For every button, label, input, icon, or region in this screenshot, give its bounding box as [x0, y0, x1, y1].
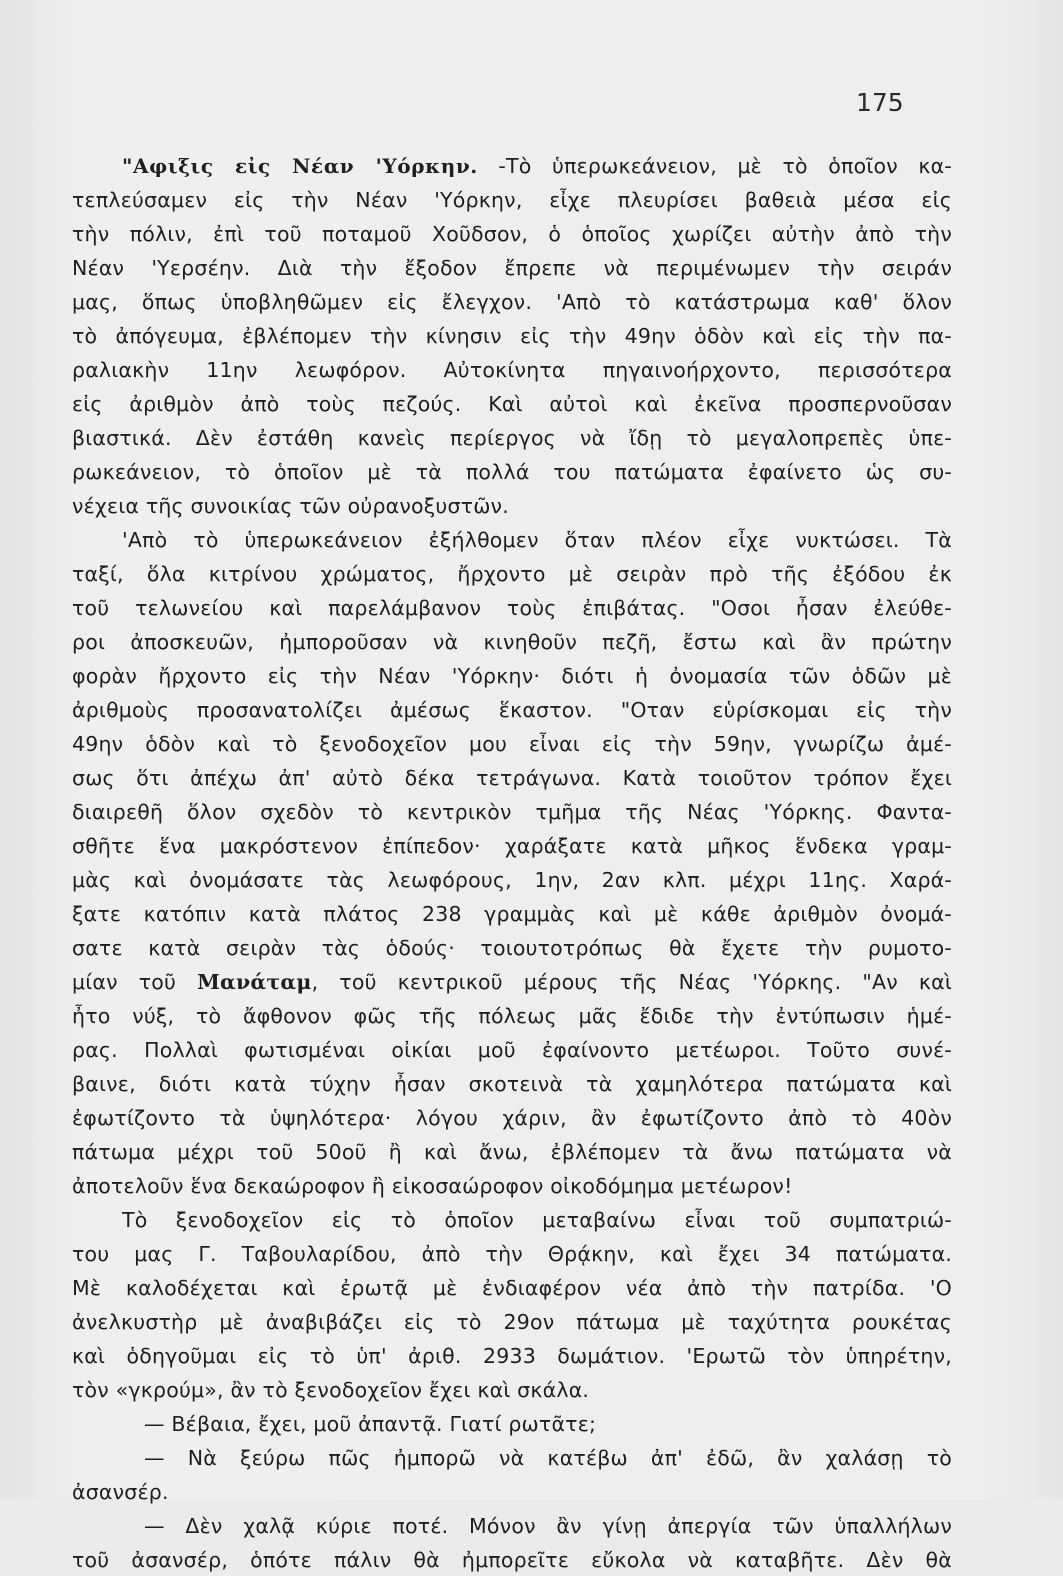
text-line: μίαν τοῦ Μανάταμ, τοῦ κεντρικοῦ μέρους τῆς Νέας 'Υόρκης. "Αν καὶ — [72, 970, 952, 994]
text-line: ἀριθμοὺς προσανατολίζει ἀμέσως ἕκαστον. "Οταν εὑρίσκομαι εἰς τὴν — [72, 698, 952, 722]
text-line: καὶ ὁδηγοῦμαι εἰς τὸ ὑπ' ἀριθ. 2933 δωμάτιον. 'Ερωτῶ τὸν ὑπηρέτην, — [72, 1344, 952, 1368]
text-line: ραλιακὴν 11ην λεωφόρον. Αὐτοκίνητα πηγαινοήρχοντο, περισσότερα — [72, 358, 952, 382]
text-line: 49ην ὁδὸν καὶ τὸ ξενοδοχεῖον μου εἶναι εἰς τὴν 59ην, γνωρίζω ἀμέ- — [72, 732, 952, 756]
text-line: διαιρεθῆ ὅλον σχεδὸν τὸ κεντρικὸν τμῆμα τῆς Νέας 'Υόρκης. Φαντα- — [72, 800, 952, 824]
text-line: ρωκεάνειον, τὸ ὁποῖον μὲ τὰ πολλά του πατώματα ἐφαίνετο ὡς συ- — [72, 460, 952, 484]
page-number: 175 — [856, 88, 904, 117]
text-line: πάτωμα μέχρι τοῦ 50οῦ ἢ καὶ ἄνω, ἐβλέπομεν τὰ ἄνω πατώματα νὰ — [72, 1140, 952, 1164]
text-line: "Αφιξις εἰς Νέαν 'Υόρκην. -Τὸ ὑπερωκεάνειον, μὲ τὸ ὁποῖον κα- — [122, 154, 952, 178]
text-line: ξατε κατόπιν κατὰ πλάτος 238 γραμμὰς καὶ μὲ κάθε ἀριθμὸν ὀνομά- — [72, 902, 952, 926]
text-line: τοῦ τελωνείου καὶ παρελάμβανον τοὺς ἐπιβάτας. "Οσοι ἦσαν ἐλεύθε- — [72, 596, 952, 620]
text-line: ἀσανσέρ. — [72, 1480, 169, 1504]
text-line: 'Απὸ τὸ ὑπερωκεάνειον ἐξήλθομεν ὅταν πλέον εἶχε νυκτώσει. Τὰ — [122, 528, 952, 552]
text-line: Μὲ καλοδέχεται καὶ ἐρωτᾷ μὲ ἐνδιαφέρον νέα ἀπὸ τὴν πατρίδα. 'Ο — [72, 1276, 952, 1300]
text-line: φορὰν ἤρχοντο εἰς τὴν Νέαν 'Υόρκην· διότι ἡ ὀνομασία τῶν ὁδῶν μὲ — [72, 664, 952, 688]
dialog-line: — Δὲν χαλᾷ κύριε ποτέ. Μόνον ἂν γίνῃ ἀπεργία τῶν ὑπαλλήλων — [144, 1514, 952, 1538]
text-line: Τὸ ξενοδοχεῖον εἰς τὸ ὁποῖον μεταβαίνω εἶναι τοῦ συμπατριώ- — [122, 1208, 952, 1232]
dialog-line: — Νὰ ξεύρω πῶς ἠμπορῶ νὰ κατέβω ἀπ' ἐδῶ, ἂν χαλάσῃ τὸ — [144, 1446, 952, 1470]
text-line: βαινε, διότι κατὰ τύχην ἦσαν σκοτεινὰ τὰ χαμηλότερα πατώματα καὶ — [72, 1072, 952, 1096]
text-line: ἐφωτίζοντο τὰ ὑψηλότερα· λόγου χάριν, ἂν ἐφωτίζοντο ἀπὸ τὸ 40ὸν — [72, 1106, 952, 1130]
text-line: τὴν πόλιν, ἐπὶ τοῦ ποταμοῦ Χοῦδσον, ὁ ὁποῖος χωρίζει αὐτὴν ἀπὸ τὴν — [72, 222, 952, 246]
text-line: ἀποτελοῦν ἕνα δεκαώροφον ἢ εἰκοσαώροφον οἰκοδόμημα μετέωρον! — [72, 1174, 793, 1198]
text-line: τὸ ἀπόγευμα, ἐβλέπομεν τὴν κίνησιν εἰς τὴν 49ην ὁδὸν καὶ εἰς τὴν πα- — [72, 324, 952, 348]
text-line: Νέαν 'Υερσέην. Διὰ τὴν ἔξοδον ἔπρεπε νὰ περιμένωμεν τὴν σειράν — [72, 256, 952, 280]
text-line: τὸν «γκρούμ», ἂν τὸ ξενοδοχεῖον ἔχει καὶ σκάλα. — [72, 1378, 590, 1402]
text-line: του μας Γ. Ταβουλαρίδου, ἀπὸ τὴν Θρᾴκην, καὶ ἔχει 34 πατώματα. — [72, 1242, 952, 1266]
bold-place-name: Μανάταμ — [197, 970, 312, 994]
text-line: ἦτο νύξ, τὸ ἄφθονον φῶς τῆς πόλεως μᾶς ἔδιδε τὴν ἐντύπωσιν ἡμέ- — [72, 1004, 952, 1028]
text-line: τοῦ ἀσανσέρ, ὁπότε πάλιν θὰ ἠμπορεῖτε εὔκολα νὰ καταβῆτε. Δὲν θὰ — [72, 1548, 952, 1572]
section-heading: "Αφιξις εἰς Νέαν 'Υόρκην. — [122, 154, 478, 178]
text-line: βιαστικά. Δὲν ἐστάθη κανεὶς περίεργος νὰ ἴδῃ τὸ μεγαλοπρεπὲς ὑπε- — [72, 426, 952, 450]
text-line: ταξί, ὅλα κιτρίνου χρώματος, ἤρχοντο μὲ σειρὰν πρὸ τῆς ἐξόδου ἐκ — [72, 562, 952, 586]
text-line: τεπλεύσαμεν εἰς τὴν Νέαν 'Υόρκην, εἶχε πλευρίσει βαθειὰ μέσα εἰς — [72, 188, 952, 212]
text-line: ροι ἀποσκευῶν, ἠμποροῦσαν νὰ κινηθοῦν πεζῆ, ἔστω καὶ ἂν πρώτην — [72, 630, 952, 654]
text-line: σως ὅτι ἀπέχω ἀπ' αὐτὸ δέκα τετράγωνα. Κατὰ τοιοῦτον τρόπον ἔχει — [72, 766, 952, 790]
text-line: ἀνελκυστὴρ μὲ ἀναβιβάζει εἰς τὸ 29ον πάτωμα μὲ ταχύτητα ρουκέτας — [72, 1310, 952, 1334]
text-line: μας, ὅπως ὑποβληθῶμεν εἰς ἔλεγχον. 'Απὸ τὸ κατάστρωμα καθ' ὅλον — [72, 290, 952, 314]
text-line: σθῆτε ἕνα μακρόστενον ἐπίπεδον· χαράξατε κατὰ μῆκος ἕνδεκα γραμ- — [72, 834, 952, 858]
text-line: ρας. Πολλαὶ φωτισμέναι οἰκίαι μοῦ ἐφαίνοντο μετέωροι. Τοῦτο συνέ- — [72, 1038, 952, 1062]
dialog-line: — Βέβαια, ἔχει, μοῦ ἀπαντᾷ. Γιατί ρωτᾶτε; — [144, 1412, 597, 1436]
text-line: σατε κατὰ σειρὰν τὰς ὁδούς· τοιουτοτρόπως θὰ ἔχετε τὴν ρυμοτο- — [72, 936, 952, 960]
text-line: εἰς ἀριθμὸν ἀπὸ τοὺς πεζούς. Καὶ αὐτοὶ καὶ ἐκεῖνα προσπερνοῦσαν — [72, 392, 952, 416]
text-line: νέχεια τῆς συνοικίας τῶν οὐρανοξυστῶν. — [72, 494, 509, 518]
text-line: μὰς καὶ ὀνομάσατε τὰς λεωφόρους, 1ην, 2αν κλπ. μέχρι 11ης. Χαρά- — [72, 868, 952, 892]
